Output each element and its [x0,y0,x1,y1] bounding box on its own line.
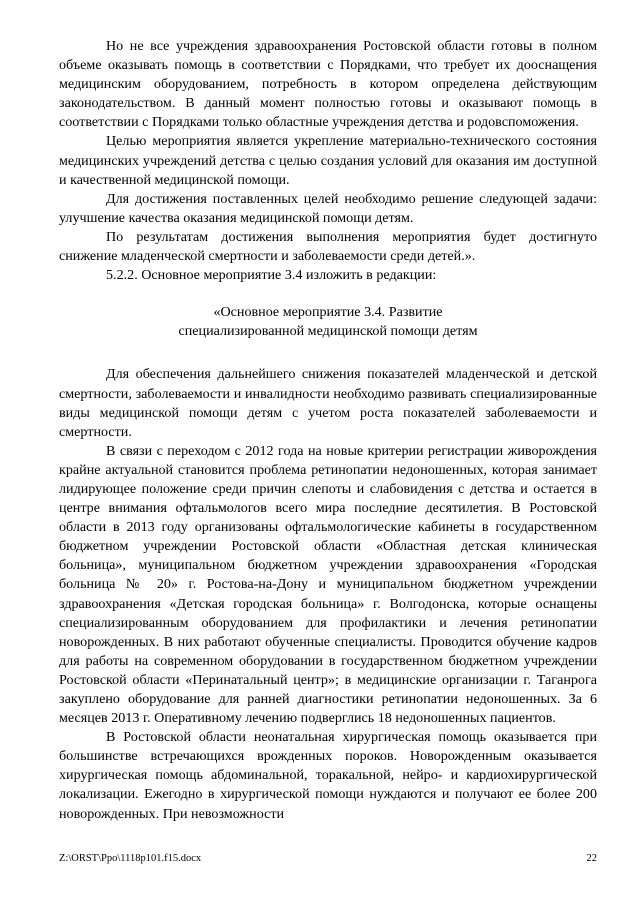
footer-page-number: 22 [586,853,597,864]
footer-file-path: Z:\ORST\Ppo\1118p101.f15.docx [59,853,202,864]
paragraph-amendment: 5.2.2. Основное мероприятие 3.4 изложить в редакции: [106,267,437,284]
spacer [59,341,597,365]
section-heading-line-1: «Основное мероприятие 3.4. Развитие [213,304,443,321]
document-body [59,37,597,824]
paragraph-specialized-care: Для обеспечения дальнейшего снижения показателей младенческой и детской смертности, заболеваемости и инвалидности необходимо развивать специализированные виды медицинской помощи детям с учетом роста показателей заболеваемости и смертности. [59,366,597,440]
paragraph-goal: Целью мероприятия является укрепление материально-технического состояния медицинских учреждений детства с целью создания условий для оказания им доступной и качественной медицинской помощи. [59,133,597,188]
paragraph-result: По результатам достижения выполнения мероприятия будет достигнуто снижение младенческой смертности и заболеваемости среди детей.». [59,228,597,265]
paragraph-neonatal-surgery: В Ростовской области неонатальная хирургическая помощь оказывается при большинстве встречающихся врожденных пороков. Новорожденным оказывается хирургическая помощь абдоминальной, торакальной, нейро- и кардиохирургической локализации. Ежегодно в хирургической помощи нуждаются и получают ее более 200 новорожденных. При невозможности [59,729,597,822]
section-heading [59,303,597,341]
section-heading-line-2: специализированной медицинской помощи детям [178,323,478,340]
paragraph-retinopathy: В связи с переходом с 2012 года на новые критерии регистрации живорождения крайне актуальной становится проблема ретинопатии недоношенных, которая занимает лидирующее положение среди причин слепоты и слабовидения с детства и остается в центре внимания офтальмологов всего мира последние десятилетия. В Ростовской области в 2013 году организованы офтальмологические кабинеты в государственном бюджетном учреждении Ростовской области «Областная детская клиническая больница», муниципальном бюджетном учреждении здравоохранения «Городская больница № 20» г. Ростова-на-Дону и муниципальном бюджетном учреждении здравоохранения «Детская городская больница» г. Волгодонска, которые оснащены специализированным оборудованием для профилактики и лечения ретинопатии новорожденных. В них работают обученные специалисты. Проводится обучение кадров для работы на современном оборудовании в государственном бюджетном учреждении Ростовской области «Перинатальный центр»; в медицинские организации г. Таганрога закуплено оборудование для ранней диагностики ретинопатии недоношенных. За 6 месяцев 2013 г. Оперативному лечению подверглись 18 недоношенных пациентов. [59,442,597,727]
paragraph-readiness: Но не все учреждения здравоохранения Ростовской области готовы в полном объеме оказывать помощь в соответствии с Порядками, что требует их дооснащения медицинским оборудованием, потребность в котором определена действующим законодательством. В данный момент полностью готовы и оказывают помощь в соответствии с Порядками только областные учреждения детства и родовспоможения. [59,38,597,131]
paragraph-task: Для достижения поставленных целей необходимо решение следующей задачи: улучшение качества оказания медицинской помощи детям. [59,190,597,226]
